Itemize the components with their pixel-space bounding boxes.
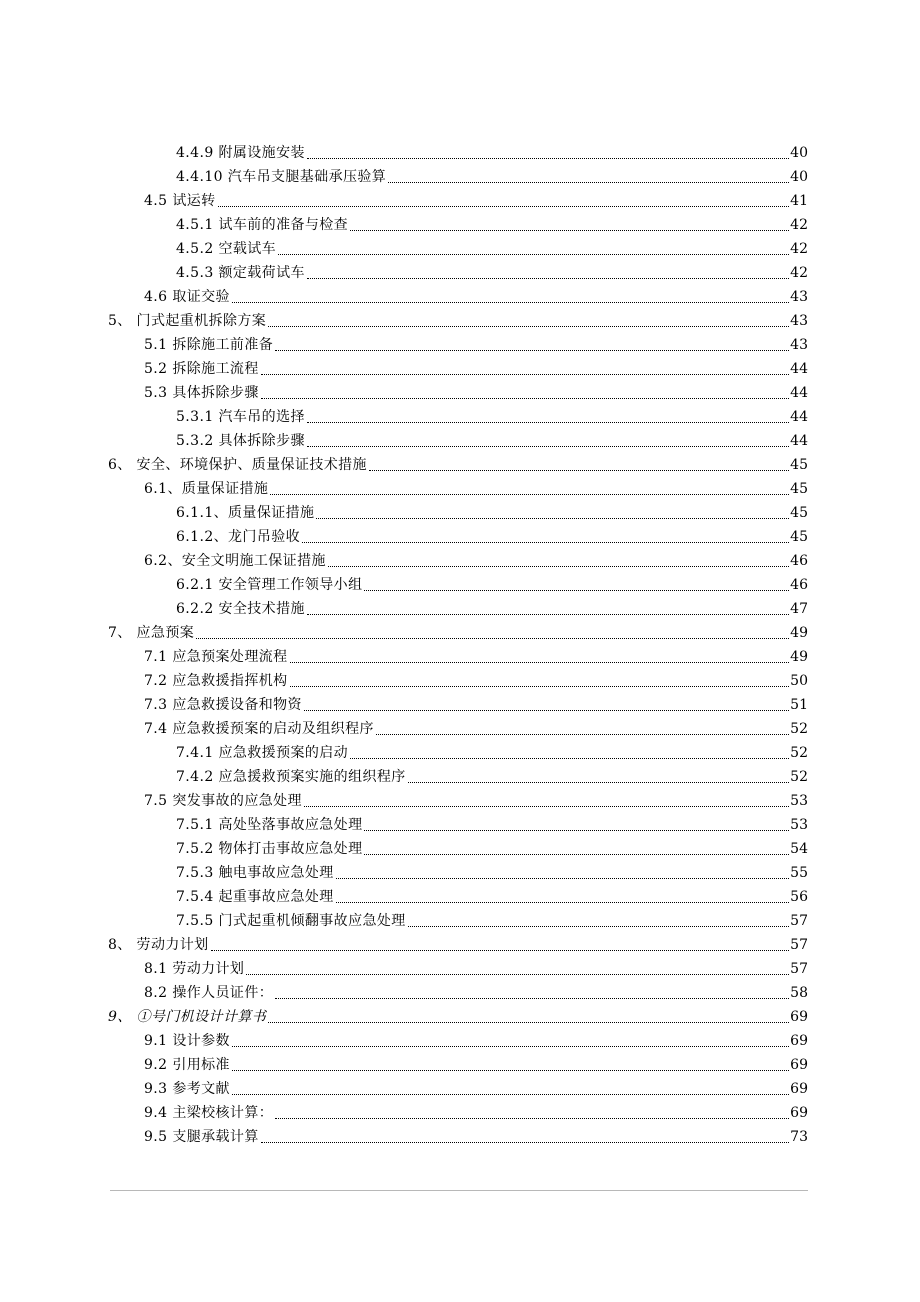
toc-entry-page-number: 57 <box>790 937 808 953</box>
toc-entry-page-number: 45 <box>790 529 808 545</box>
toc-dot-leader <box>307 614 789 615</box>
toc-entry[interactable] <box>0 284 920 308</box>
toc-entry-page-number: 73 <box>790 1129 808 1145</box>
toc-entry[interactable] <box>0 932 920 956</box>
toc-entry[interactable] <box>0 692 920 716</box>
toc-dot-leader <box>364 830 789 831</box>
toc-dot-leader <box>336 878 790 879</box>
toc-entry[interactable] <box>0 380 920 404</box>
toc-entry-title: 7.4.1 应急救援预案的启动 <box>176 745 349 761</box>
toc-entry-page-number: 46 <box>790 553 808 569</box>
toc-entry-title: 9.2 引用标准 <box>144 1057 230 1073</box>
toc-entry[interactable] <box>0 500 920 524</box>
toc-entry[interactable] <box>0 1004 920 1028</box>
toc-entry-page-number: 42 <box>790 241 808 257</box>
toc-entry-page-number: 54 <box>790 841 808 857</box>
toc-entry[interactable] <box>0 836 920 860</box>
toc-entry[interactable] <box>0 164 920 188</box>
toc-dot-leader <box>196 638 789 639</box>
toc-entry-page-number: 41 <box>790 193 808 209</box>
toc-entry-page-number: 56 <box>790 889 808 905</box>
toc-entry-title: 6、 安全、环境保护、质量保证技术措施 <box>108 457 367 473</box>
toc-dot-leader <box>268 1022 789 1023</box>
toc-dot-leader <box>364 590 789 591</box>
toc-dot-leader <box>232 1094 789 1095</box>
toc-entry-title: 4.4.9 附属设施安装 <box>176 145 305 161</box>
toc-dot-leader <box>369 470 789 471</box>
toc-entry[interactable] <box>0 668 920 692</box>
toc-dot-leader <box>275 350 789 351</box>
toc-entry-page-number: 44 <box>790 385 808 401</box>
toc-entry[interactable] <box>0 956 920 980</box>
toc-dot-leader <box>218 206 790 207</box>
toc-dot-leader <box>364 854 789 855</box>
toc-entry-page-number: 40 <box>790 145 808 161</box>
toc-entry-page-number: 42 <box>790 265 808 281</box>
toc-entry-page-number: 44 <box>790 433 808 449</box>
toc-entry-page-number: 69 <box>790 1057 808 1073</box>
toc-entry-page-number: 52 <box>790 769 808 785</box>
toc-entry[interactable] <box>0 884 920 908</box>
toc-entry[interactable] <box>0 476 920 500</box>
toc-entry-title: 4.5.2 空载试车 <box>176 241 277 257</box>
toc-dot-leader <box>408 926 790 927</box>
toc-entry-page-number: 43 <box>790 337 808 353</box>
toc-entry-title: 7.2 应急救援指挥机构 <box>144 673 288 689</box>
toc-entry[interactable] <box>0 260 920 284</box>
toc-entry-title: 7.3 应急救援设备和物资 <box>144 697 302 713</box>
toc-entry-title: 6.1.2、龙门吊验收 <box>176 529 301 545</box>
toc-dot-leader <box>261 1142 789 1143</box>
toc-dot-leader <box>388 182 789 183</box>
toc-entry[interactable] <box>0 596 920 620</box>
toc-entry[interactable] <box>0 908 920 932</box>
toc-dot-leader <box>408 782 790 783</box>
toc-entry-title: 9.1 设计参数 <box>144 1033 230 1049</box>
toc-dot-leader <box>232 302 789 303</box>
toc-dot-leader <box>290 662 790 663</box>
toc-entry-title: 8.1 劳动力计划 <box>144 961 245 977</box>
toc-entry[interactable] <box>0 620 920 644</box>
toc-dot-leader <box>290 686 790 687</box>
toc-entry[interactable] <box>0 740 920 764</box>
toc-dot-leader <box>304 806 789 807</box>
toc-entry-title: 9.4 主梁校核计算： <box>144 1105 274 1121</box>
toc-entry-title: 7.5.3 触电事故应急处理 <box>176 865 334 881</box>
toc-entry[interactable] <box>0 812 920 836</box>
toc-entry-title: 7.1 应急预案处理流程 <box>144 649 288 665</box>
toc-dot-leader <box>350 230 789 231</box>
toc-entry-page-number: 55 <box>790 865 808 881</box>
toc-dot-leader <box>261 398 789 399</box>
toc-dot-leader <box>261 374 789 375</box>
toc-entry[interactable] <box>0 452 920 476</box>
toc-dot-leader <box>307 158 789 159</box>
toc-entry-title: 6.1.1、质量保证措施 <box>176 505 315 521</box>
toc-entry[interactable] <box>0 644 920 668</box>
toc-entry-title: 5.3 具体拆除步骤 <box>144 385 259 401</box>
toc-entry-page-number: 45 <box>790 457 808 473</box>
toc-entry-title: 9.5 支腿承载计算 <box>144 1129 259 1145</box>
toc-entry-page-number: 45 <box>790 481 808 497</box>
toc-entry-page-number: 46 <box>790 577 808 593</box>
toc-entry[interactable] <box>0 428 920 452</box>
toc-dot-leader <box>268 326 789 327</box>
toc-entry-title: 7.5.1 高处坠落事故应急处理 <box>176 817 363 833</box>
toc-entry[interactable] <box>0 524 920 548</box>
toc-entry[interactable] <box>0 188 920 212</box>
toc-entry-page-number: 44 <box>790 409 808 425</box>
toc-entry[interactable] <box>0 860 920 884</box>
toc-entry-page-number: 53 <box>790 817 808 833</box>
toc-entry-page-number: 69 <box>790 1033 808 1049</box>
toc-entry[interactable] <box>0 788 920 812</box>
toc-entry-page-number: 50 <box>790 673 808 689</box>
toc-entry-page-number: 42 <box>790 217 808 233</box>
toc-entry-title: 7.5 突发事故的应急处理 <box>144 793 302 809</box>
toc-dot-leader <box>307 422 789 423</box>
toc-entry-title: 8、 劳动力计划 <box>108 937 209 953</box>
toc-entry[interactable] <box>0 980 920 1004</box>
toc-entry-title: 7.4.2 应急援救预案实施的组织程序 <box>176 769 406 785</box>
toc-dot-leader <box>350 758 789 759</box>
toc-entry[interactable] <box>0 356 920 380</box>
toc-dot-leader <box>232 1070 789 1071</box>
toc-entry-title: 5.1 拆除施工前准备 <box>144 337 274 353</box>
toc-entry-page-number: 69 <box>790 1081 808 1097</box>
toc-entry-page-number: 57 <box>790 913 808 929</box>
toc-dot-leader <box>275 1118 789 1119</box>
toc-entry-title: 7.5.5 门式起重机倾翻事故应急处理 <box>176 913 406 929</box>
toc-entry[interactable] <box>0 1052 920 1076</box>
toc-entry[interactable] <box>0 332 920 356</box>
toc-entry-page-number: 51 <box>790 697 808 713</box>
toc-entry[interactable] <box>0 548 920 572</box>
toc-entry-title: 6.2.2 安全技术措施 <box>176 601 305 617</box>
toc-entry-title: 4.5.1 试车前的准备与检查 <box>176 217 349 233</box>
toc-entry-title: 7、 应急预案 <box>108 625 195 641</box>
toc-entry-title: 4.6 取证交验 <box>144 289 230 305</box>
toc-entry-title: 7.5.2 物体打击事故应急处理 <box>176 841 363 857</box>
toc-entry-page-number: 43 <box>790 313 808 329</box>
toc-entry-page-number: 57 <box>790 961 808 977</box>
toc-entry-title: 5.2 拆除施工流程 <box>144 361 259 377</box>
toc-entry-page-number: 43 <box>790 289 808 305</box>
toc-dot-leader <box>307 278 789 279</box>
toc-dot-leader <box>316 518 789 519</box>
table-of-contents <box>0 140 920 1148</box>
toc-entry[interactable] <box>0 236 920 260</box>
toc-entry-title: 5.3.2 具体拆除步骤 <box>176 433 305 449</box>
toc-dot-leader <box>376 734 789 735</box>
toc-dot-leader <box>304 710 789 711</box>
toc-dot-leader <box>211 950 790 951</box>
toc-entry-page-number: 69 <box>790 1009 808 1025</box>
toc-entry[interactable] <box>0 212 920 236</box>
toc-dot-leader <box>328 566 789 567</box>
toc-entry-page-number: 49 <box>790 625 808 641</box>
toc-dot-leader <box>246 974 789 975</box>
footer-divider <box>110 1190 808 1191</box>
toc-entry-title: 7.4 应急救援预案的启动及组织程序 <box>144 721 374 737</box>
toc-dot-leader <box>278 254 789 255</box>
toc-entry[interactable] <box>0 140 920 164</box>
toc-entry-title: 9、 ①号门机设计计算书 <box>108 1009 267 1025</box>
toc-entry-page-number: 52 <box>790 721 808 737</box>
toc-dot-leader <box>275 998 789 999</box>
toc-entry-title: 6.1、质量保证措施 <box>144 481 269 497</box>
toc-entry[interactable] <box>0 404 920 428</box>
toc-dot-leader <box>307 446 789 447</box>
toc-entry-title: 4.5 试运转 <box>144 193 216 209</box>
toc-entry-page-number: 69 <box>790 1105 808 1121</box>
toc-dot-leader <box>232 1046 789 1047</box>
toc-entry-page-number: 52 <box>790 745 808 761</box>
toc-entry-page-number: 47 <box>790 601 808 617</box>
toc-entry-title: 4.4.10 汽车吊支腿基础承压验算 <box>176 169 387 185</box>
toc-entry-page-number: 53 <box>790 793 808 809</box>
toc-entry-page-number: 44 <box>790 361 808 377</box>
toc-entry-page-number: 45 <box>790 505 808 521</box>
toc-entry-title: 5.3.1 汽车吊的选择 <box>176 409 305 425</box>
toc-dot-leader <box>302 542 789 543</box>
toc-entry[interactable] <box>0 1124 920 1148</box>
toc-entry-title: 4.5.3 额定载荷试车 <box>176 265 305 281</box>
toc-entry-title: 5、 门式起重机拆除方案 <box>108 313 267 329</box>
toc-entry[interactable] <box>0 1100 920 1124</box>
toc-entry-title: 9.3 参考文献 <box>144 1081 230 1097</box>
toc-entry[interactable] <box>0 1076 920 1100</box>
toc-entry[interactable] <box>0 308 920 332</box>
toc-entry-page-number: 58 <box>790 985 808 1001</box>
toc-entry-title: 8.2 操作人员证件： <box>144 985 274 1001</box>
toc-entry[interactable] <box>0 1028 920 1052</box>
toc-entry-page-number: 49 <box>790 649 808 665</box>
toc-entry[interactable] <box>0 716 920 740</box>
toc-entry-title: 7.5.4 起重事故应急处理 <box>176 889 334 905</box>
toc-dot-leader <box>270 494 789 495</box>
toc-entry[interactable] <box>0 572 920 596</box>
toc-entry-title: 6.2.1 安全管理工作领导小组 <box>176 577 363 593</box>
toc-entry-title: 6.2、安全文明施工保证措施 <box>144 553 326 569</box>
toc-entry[interactable] <box>0 764 920 788</box>
toc-dot-leader <box>336 902 790 903</box>
toc-entry-page-number: 40 <box>790 169 808 185</box>
